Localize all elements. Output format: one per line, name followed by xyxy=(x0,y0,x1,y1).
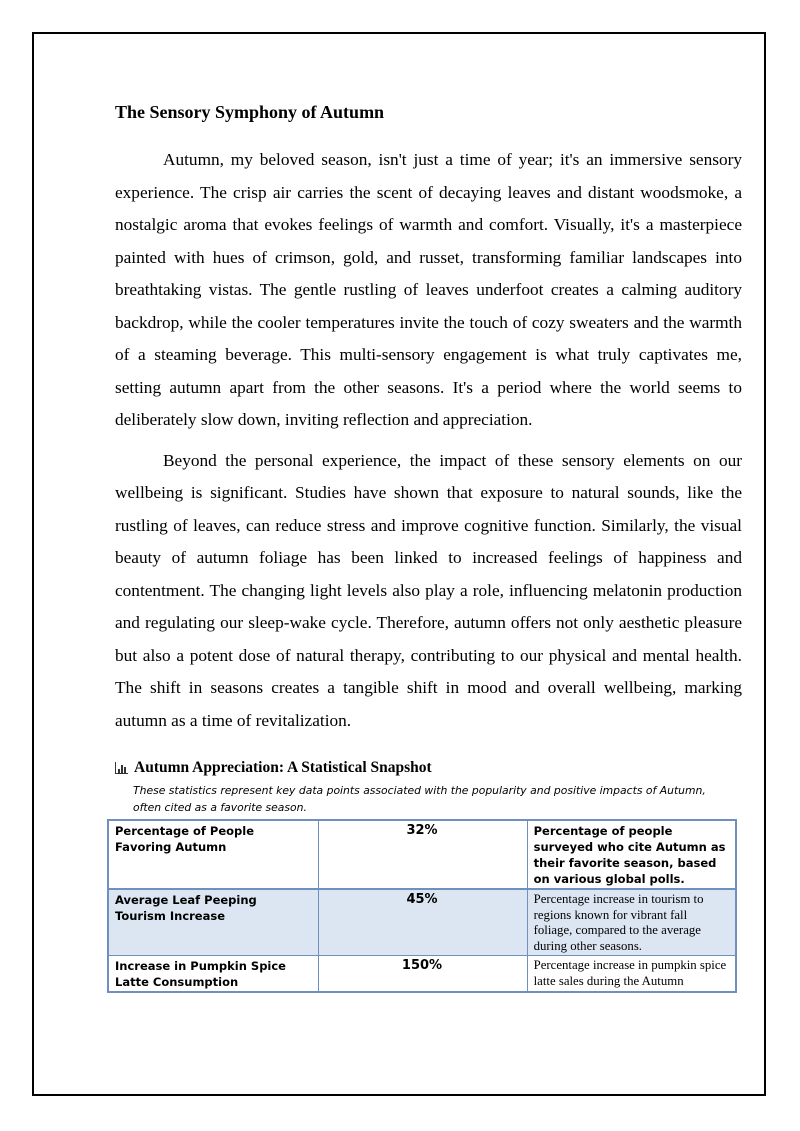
table-row xyxy=(108,820,736,889)
stats-caption: These statistics represent key data points associated with the popularity and positive impacts of Autumn, often cited as a favorite season. xyxy=(133,784,706,814)
stats-title: Autumn Appreciation: A Statistical Snapshot xyxy=(134,759,432,776)
stats-table xyxy=(107,819,737,993)
stat-label: Increase in Pumpkin Spice Latte Consumption xyxy=(108,956,319,993)
table-row xyxy=(108,956,736,993)
document-content xyxy=(115,100,742,993)
stat-label: Average Leaf Peeping Tourism Increase xyxy=(108,889,319,956)
paragraph-2: Beyond the personal experience, the impact of these sensory elements on our wellbeing is significant. Studies have shown that exposure to natural sounds, like the rustling of leaves, can reduce stress and improve cognitive function. Similarly, the visual beauty of autumn foliage has been linked to increased feelings of happiness and contentment. The changing light levels also play a role, influencing melatonin production and regulating our sleep-wake cycle. Therefore, autumn offers not only aesthetic pleasure but also a potent dose of natural therapy, contributing to our physical and mental health. The shift in seasons creates a tangible shift in mood and overall wellbeing, marking autumn as a time of revitalization. xyxy=(115,450,742,730)
stats-heading xyxy=(115,758,742,778)
table-row xyxy=(108,889,736,956)
document-title: The Sensory Symphony of Autumn xyxy=(115,102,385,122)
stat-value: 32% xyxy=(319,820,527,889)
stat-description: Percentage increase in tourism to regions known for vibrant fall foliage, compared to the average during other seasons. xyxy=(527,889,736,956)
stat-value: 45% xyxy=(319,889,527,956)
stat-value: 150% xyxy=(319,956,527,993)
paragraph-1: Autumn, my beloved season, isn't just a time of year; it's an immersive sensory experience. The crisp air carries the scent of decaying leaves and distant woodsmoke, a nostalgic aroma that evokes feelings of warmth and comfort. Visually, it's a masterpiece painted with hues of crimson, gold, and russet, transforming familiar landscapes into breathtaking vistas. The gentle rustling of leaves underfoot creates a calming auditory backdrop, while the cooler temperatures invite the touch of cozy sweaters and the warmth of a steaming beverage. This multi-sensory engagement is what truly captivates me, setting autumn apart from the other seasons. It's a period where the world seems to deliberately slow down, inviting reflection and appreciation. xyxy=(115,150,742,429)
stat-description: Percentage of people surveyed who cite Autumn as their favorite season, based on various global polls. xyxy=(527,820,736,889)
stat-label: Percentage of People Favoring Autumn xyxy=(108,820,319,889)
stat-description: Percentage increase in pumpkin spice latte sales during the Autumn xyxy=(527,956,736,993)
bar-chart-icon xyxy=(115,762,128,774)
